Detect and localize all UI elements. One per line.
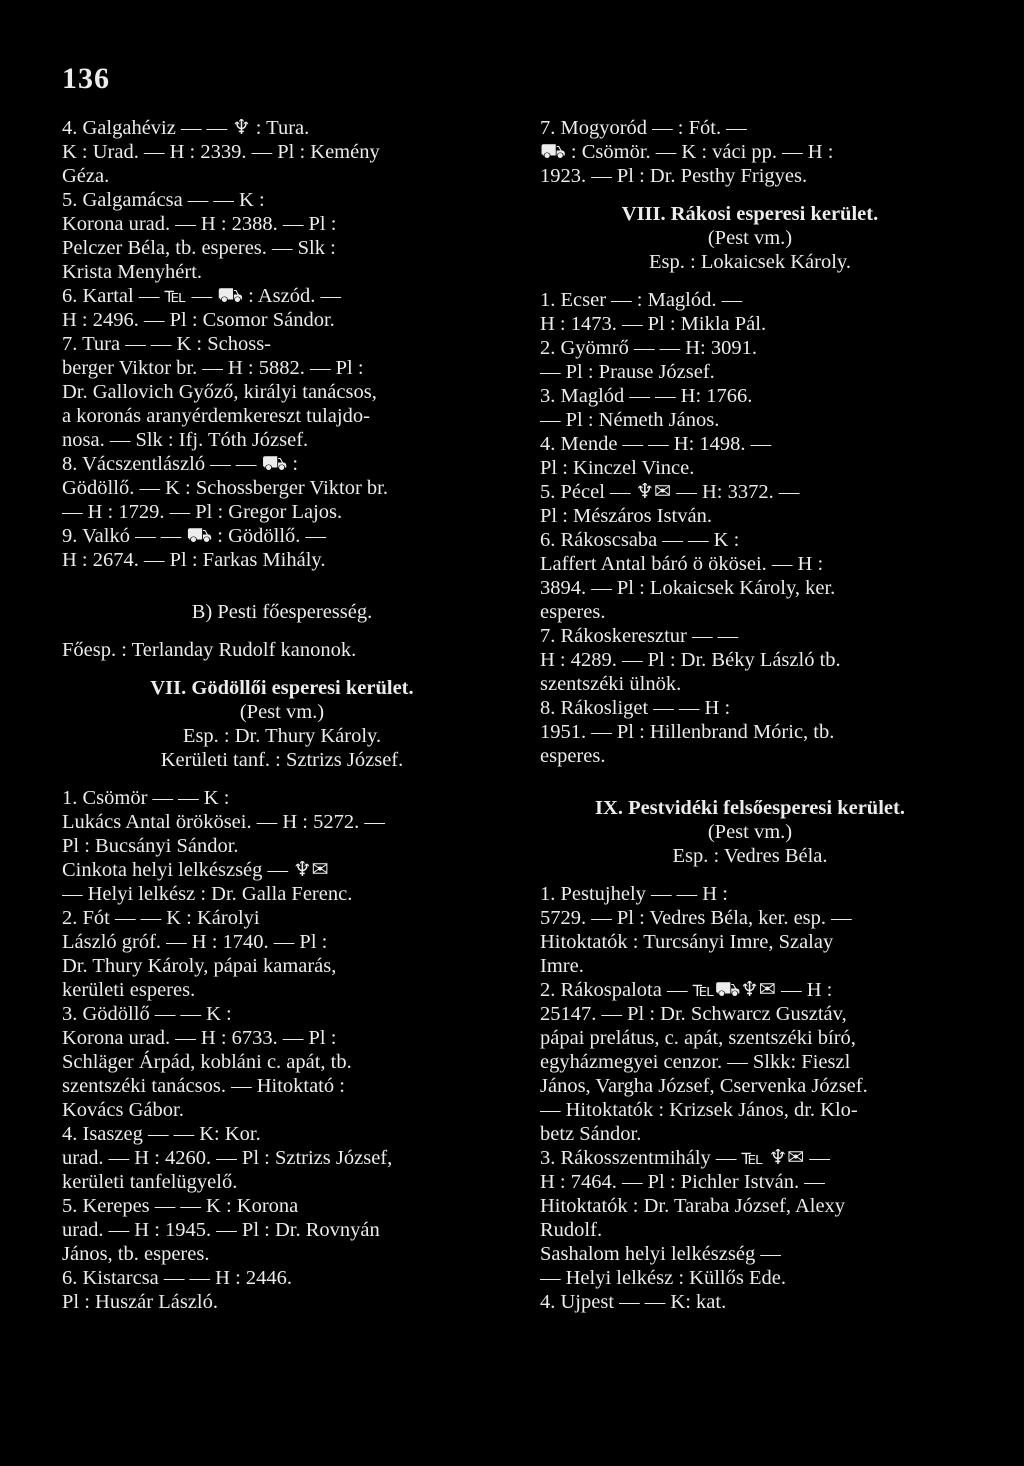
text-line: 2. Fót — — K : Károlyi: [62, 907, 260, 929]
text-line: Esp. : Vedres Béla.: [672, 845, 828, 867]
text-line: — Pl : Németh János.: [540, 409, 720, 431]
text-line: H : 7464. — Pl : Pichler István. —: [540, 1171, 825, 1193]
text-line: szentszéki ülnök.: [540, 673, 682, 695]
text-line: betz Sándor.: [540, 1123, 642, 1145]
text-line: Laffert Antal báró ö ökösei. — H :: [540, 553, 824, 575]
text-line: 3. Gödöllő — — K :: [62, 1003, 232, 1025]
text-line: 5. Pécel — ♆✉ — H: 3372. —: [540, 481, 800, 503]
text-line: 4. Isaszeg — — K: Kor.: [62, 1123, 261, 1145]
text-line: (Pest vm.): [707, 227, 793, 249]
text-line: Korona urad. — H : 2388. — Pl :: [62, 213, 337, 235]
text-line: urad. — H : 4260. — Pl : Sztrizs József,: [62, 1147, 393, 1169]
text-line: Schläger Árpád, kobláni c. apát, tb.: [62, 1051, 352, 1073]
left-column: [62, 116, 502, 1314]
text-line: 6. Rákoscsaba — — K :: [540, 529, 740, 551]
section-heading: VII. Gödöllői esperesi kerület.: [150, 677, 414, 699]
text-line: Dr. Gallovich Győző, királyi tanácsos,: [62, 381, 377, 403]
text-line: Sashalom helyi lelkészség —: [540, 1243, 781, 1265]
text-line: 7. Mogyoród — : Fót. —: [540, 117, 747, 139]
text-line: Esp. : Lokaicsek Károly.: [649, 251, 851, 273]
text-line: Pelczer Béla, tb. esperes. — Slk :: [62, 237, 336, 259]
text-line: János, Vargha József, Cservenka József.: [540, 1075, 868, 1097]
text-line: 2. Rákospalota — ℡⛟♆✉ — H :: [540, 979, 833, 1001]
text-line: szentszéki tanácsos. — Hitoktató :: [62, 1075, 345, 1097]
text-line: Imre.: [540, 955, 584, 977]
text-line: H : 2496. — Pl : Csomor Sándor.: [62, 309, 335, 331]
text-line: — Helyi lelkész : Dr. Galla Ferenc.: [62, 883, 353, 905]
text-line: 6. Kistarcsa — — H : 2446.: [62, 1267, 293, 1289]
text-line: — Helyi lelkész : Küllős Ede.: [540, 1267, 786, 1289]
text-line: 7. Rákoskeresztur — —: [540, 625, 739, 647]
text-line: egyházmegyei cenzor. — Slkk: Fieszl: [540, 1051, 851, 1073]
text-line: Pl : Huszár László.: [62, 1291, 218, 1313]
text-line: (Pest vm.): [239, 701, 325, 723]
text-line: Krista Menyhért.: [62, 261, 203, 283]
text-line: Géza.: [62, 165, 110, 187]
right-column: [540, 116, 960, 1314]
text-line: — H : 1729. — Pl : Gregor Lajos.: [62, 501, 343, 523]
text-line: H : 1473. — Pl : Mikla Pál.: [540, 313, 767, 335]
text-line: esperes.: [540, 601, 606, 623]
text-line: János, tb. esperes.: [62, 1243, 210, 1265]
text-line: Főesp. : Terlanday Rudolf kanonok.: [62, 639, 357, 661]
text-line: 8. Rákosliget — — H :: [540, 697, 731, 719]
text-line: 1. Ecser — : Maglód. —: [540, 289, 743, 311]
text-line: 6. Kartal — ℡ — ⛟ : Aszód. —: [62, 285, 341, 307]
text-line: 1951. — Pl : Hillenbrand Móric, tb.: [540, 721, 835, 743]
text-line: 3. Rákosszentmihály — ℡ ♆✉ —: [540, 1147, 830, 1169]
text-line: 8. Vácszentlászló — — ⛟ :: [62, 453, 299, 475]
text-line: Kovács Gábor.: [62, 1099, 184, 1121]
text-line: Korona urad. — H : 6733. — Pl :: [62, 1027, 337, 1049]
text-line: 1. Pestujhely — — H :: [540, 883, 728, 905]
text-line: kerületi esperes.: [62, 979, 196, 1001]
text-line: Rudolf.: [540, 1219, 603, 1241]
text-line: 7. Tura — — K : Schoss-: [62, 333, 272, 355]
text-line: 3. Maglód — — H: 1766.: [540, 385, 753, 407]
text-line: K : Urad. — H : 2339. — Pl : Kemény: [62, 141, 380, 163]
page-number: 136: [62, 62, 110, 95]
text-line: 2. Gyömrő — — H: 3091.: [540, 337, 757, 359]
text-line: 4. Ujpest — — K: kat.: [540, 1291, 727, 1313]
text-line: ⛟ : Csömör. — K : váci pp. — H :: [540, 141, 834, 163]
section-heading: VIII. Rákosi esperesi kerület.: [621, 203, 879, 225]
text-line: Gödöllő. — K : Schossberger Viktor br.: [62, 477, 388, 499]
text-line: a koronás aranyérdemkereszt tulajdo-: [62, 405, 370, 427]
text-line: Cinkota helyi lelkészség — ♆✉: [62, 859, 329, 881]
text-line: 25147. — Pl : Dr. Schwarcz Gusztáv,: [540, 1003, 847, 1025]
text-line: berger Viktor br. — H : 5882. — Pl :: [62, 357, 364, 379]
text-line: 5. Kerepes — — K : Korona: [62, 1195, 299, 1217]
text-line: H : 4289. — Pl : Dr. Béky László tb.: [540, 649, 841, 671]
text-line: nosa. — Slk : Ifj. Tóth József.: [62, 429, 309, 451]
text-line: 1923. — Pl : Dr. Pesthy Frigyes.: [540, 165, 808, 187]
text-line: Dr. Thury Károly, pápai kamarás,: [62, 955, 337, 977]
text-line: kerületi tanfelügyelő.: [62, 1171, 238, 1193]
text-line: Pl : Bucsányi Sándor.: [62, 835, 239, 857]
text-line: 4. Galgahéviz — — ♆ : Tura.: [62, 117, 310, 139]
section-heading: B) Pesti főesperesség.: [191, 601, 373, 623]
text-line: Lukács Antal örökösei. — H : 5272. —: [62, 811, 385, 833]
text-line: — Hitoktatók : Krizsek János, dr. Klo-: [540, 1099, 858, 1121]
section-heading: IX. Pestvidéki felsőesperesi kerület.: [595, 797, 905, 819]
text-line: 3894. — Pl : Lokaicsek Károly, ker.: [540, 577, 836, 599]
text-line: 9. Valkó — — ⛟ : Gödöllő. —: [62, 525, 327, 547]
text-line: 1. Csömör — — K :: [62, 787, 230, 809]
text-line: 4. Mende — — H: 1498. —: [540, 433, 772, 455]
text-line: urad. — H : 1945. — Pl : Dr. Rovnyán: [62, 1219, 380, 1241]
text-line: esperes.: [540, 745, 606, 767]
text-line: Kerületi tanf. : Sztrizs József.: [160, 749, 404, 771]
text-line: pápai prelátus, c. apát, szentszéki bíró,: [540, 1027, 856, 1049]
text-line: László gróf. — H : 1740. — Pl :: [62, 931, 328, 953]
text-line: Esp. : Dr. Thury Károly.: [182, 725, 382, 747]
text-line: — Pl : Prause József.: [540, 361, 715, 383]
text-line: Hitoktatók : Turcsányi Imre, Szalay: [540, 931, 834, 953]
text-line: 5729. — Pl : Vedres Béla, ker. esp. —: [540, 907, 852, 929]
text-line: Pl : Kinczel Vince.: [540, 457, 695, 479]
text-line: Hitoktatók : Dr. Taraba József, Alexy: [540, 1195, 846, 1217]
text-line: Pl : Mészáros István.: [540, 505, 712, 527]
text-line: H : 2674. — Pl : Farkas Mihály.: [62, 549, 326, 571]
text-line: 5. Galgamácsa — — K :: [62, 189, 265, 211]
text-line: (Pest vm.): [707, 821, 793, 843]
